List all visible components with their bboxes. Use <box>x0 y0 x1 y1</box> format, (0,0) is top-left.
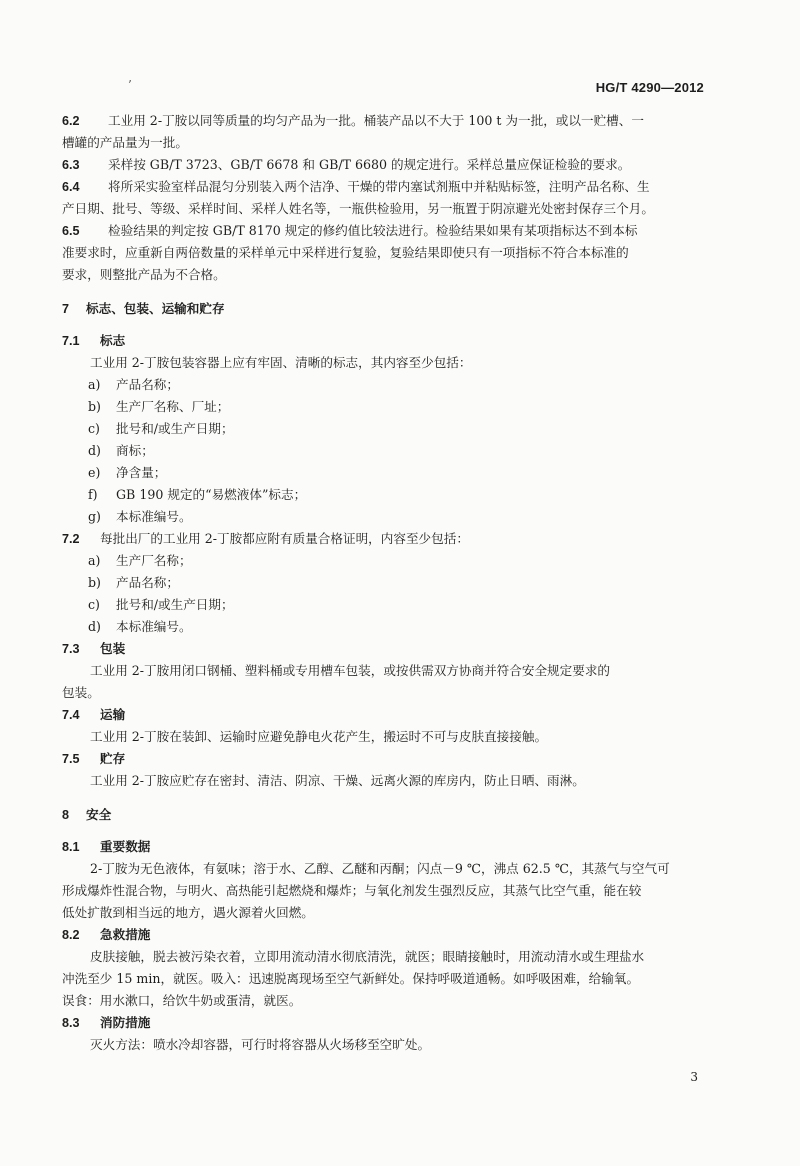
list-item <box>62 550 706 572</box>
list-label: a) <box>88 377 101 392</box>
clause-text: 将所采实验室样品混匀分别装入两个洁净、干燥的带内塞试剂瓶中并粘贴标签，注明产品名称、生 <box>108 179 650 194</box>
list-item <box>62 440 706 462</box>
clause-number: 7.4 <box>62 708 80 722</box>
section-number: 7 <box>62 302 70 316</box>
list-label: d) <box>88 619 101 634</box>
clause-7-4-heading <box>62 704 706 726</box>
section-title: 标志、包装、运输和贮存 <box>86 301 225 316</box>
list-item <box>62 418 706 440</box>
list-text: 产品名称； <box>116 575 179 590</box>
clause-text: 检验结果的判定按 GB/T 8170 规定的修约值比较法进行。检验结果如果有某项指标达不到本标 <box>108 223 638 238</box>
clause-text: 灭火方法：喷水冷却容器，可行时将容器从火场移至空旷处。 <box>90 1037 431 1052</box>
clause-6-4 <box>62 176 706 198</box>
clause-number: 6.4 <box>62 180 80 194</box>
clause-8-1-heading <box>62 836 706 858</box>
list-label: e) <box>88 465 101 480</box>
clause-text: 2-丁胺为无色液体，有氨味；溶于水、乙醇、乙醚和丙酮；闪点－9 ℃，沸点 62.5 ℃，其蒸气与空气可 <box>90 861 670 876</box>
clause-number: 8.3 <box>62 1016 80 1030</box>
list-label: d) <box>88 443 101 458</box>
clause-text: 皮肤接触，脱去被污染衣着，立即用流动清水彻底清洗，就医；眼睛接触时，用流动清水或生理盐水 <box>90 949 645 964</box>
clause-7-3-heading <box>62 638 706 660</box>
list-text: 批号和/或生产日期； <box>116 421 234 436</box>
section-title: 安全 <box>86 807 112 822</box>
clause-text: 误食：用水漱口，给饮牛奶或蛋清，就医。 <box>62 993 302 1008</box>
clause-number: 8.2 <box>62 928 80 942</box>
clause-6-5 <box>62 220 706 242</box>
clause-number: 8.1 <box>62 840 80 854</box>
list-item <box>62 484 706 506</box>
clause-title: 运输 <box>100 707 126 722</box>
list-text: 商标； <box>116 443 154 458</box>
list-text: 本标准编号。 <box>116 509 192 524</box>
list-item <box>62 616 706 638</box>
document-body <box>62 110 706 1056</box>
clause-text: 冲洗至少 15 min，就医。吸入：迅速脱离现场至空气新鲜处。保持呼吸道通畅。如呼吸困难，给输氧。 <box>62 971 640 986</box>
clause-8-2-heading <box>62 924 706 946</box>
margin-mark: ’ <box>128 78 132 92</box>
clause-text: 准要求时，应重新自两倍数量的采样单元中采样进行复验，复验结果即使只有一项指标不符合本标准的 <box>62 245 629 260</box>
clause-title: 急救措施 <box>100 927 151 942</box>
clause-text: 采样按 GB/T 3723、GB/T 6678 和 GB/T 6680 的规定进行。采样总量应保证检验的要求。 <box>108 157 631 172</box>
list-item <box>62 374 706 396</box>
list-text: 批号和/或生产日期； <box>116 597 234 612</box>
list-label: c) <box>88 421 100 436</box>
page-number: 3 <box>690 1070 698 1084</box>
clause-text: 每批出厂的工业用 2-丁胺都应附有质量合格证明，内容至少包括： <box>100 531 469 546</box>
clause-6-3 <box>62 154 706 176</box>
clause-number: 7.2 <box>62 532 80 546</box>
clause-title: 贮存 <box>100 751 126 766</box>
list-label: b) <box>88 575 101 590</box>
clause-number: 6.5 <box>62 224 80 238</box>
clause-title: 标志 <box>100 333 126 348</box>
list-label: b) <box>88 399 101 414</box>
list-label: g) <box>88 509 101 524</box>
clause-6-2 <box>62 110 706 132</box>
list-item <box>62 594 706 616</box>
clause-title: 包装 <box>100 641 126 656</box>
list-item <box>62 506 706 528</box>
clause-text: 工业用 2-丁胺应贮存在密封、清洁、阴凉、干燥、远离火源的库房内，防止日晒、雨淋。 <box>90 773 585 788</box>
clause-number: 7.3 <box>62 642 80 656</box>
list-text: 生产厂名称、厂址； <box>116 399 230 414</box>
list-item <box>62 396 706 418</box>
list-item <box>62 572 706 594</box>
list-text: 本标准编号。 <box>116 619 192 634</box>
clause-text: 工业用 2-丁胺包装容器上应有牢固、清晰的标志，其内容至少包括： <box>90 355 472 370</box>
list-label: c) <box>88 597 100 612</box>
list-text: 产品名称； <box>116 377 179 392</box>
clause-text: 低处扩散到相当远的地方，遇火源着火回燃。 <box>62 905 314 920</box>
section-8-heading <box>62 804 706 826</box>
clause-8-3-heading <box>62 1012 706 1034</box>
clause-7-1-heading <box>62 330 706 352</box>
list-text: 生产厂名称； <box>116 553 192 568</box>
clause-title: 重要数据 <box>100 839 151 854</box>
list-text: 净含量； <box>116 465 167 480</box>
section-number: 8 <box>62 808 70 822</box>
list-text: GB 190 规定的“易燃液体”标志； <box>116 487 307 502</box>
clause-text: 要求，则整批产品为不合格。 <box>62 267 226 282</box>
clause-text: 工业用 2-丁胺在装卸、运输时应避免静电火花产生，搬运时不可与皮肤直接接触。 <box>90 729 548 744</box>
clause-7-5-heading <box>62 748 706 770</box>
clause-number: 6.2 <box>62 114 80 128</box>
clause-number: 7.5 <box>62 752 80 766</box>
clause-text: 形成爆炸性混合物，与明火、高热能引起燃烧和爆炸；与氧化剂发生强烈反应，其蒸气比空气重，能在较 <box>62 883 642 898</box>
clause-number: 7.1 <box>62 334 80 348</box>
clause-text: 包装。 <box>62 685 100 700</box>
clause-title: 消防措施 <box>100 1015 151 1030</box>
list-label: a) <box>88 553 101 568</box>
clause-text: 工业用 2-丁胺用闭口钢桶、塑料桶或专用槽车包装，或按供需双方协商并符合安全规定要求的 <box>90 663 611 678</box>
list-item <box>62 462 706 484</box>
list-label: f) <box>88 487 98 502</box>
standard-code: HG/T 4290—2012 <box>595 80 704 95</box>
section-7-heading <box>62 298 706 320</box>
clause-text: 槽罐的产品量为一批。 <box>62 135 188 150</box>
clause-number: 6.3 <box>62 158 80 172</box>
clause-text: 产日期、批号、等级、采样时间、采样人姓名等，一瓶供检验用，另一瓶置于阴凉避光处密封保存三个月。 <box>62 201 654 216</box>
clause-text: 工业用 2-丁胺以同等质量的均匀产品为一批。桶装产品以不大于 100 t 为一批，或以一贮槽、一 <box>108 113 644 128</box>
clause-7-2 <box>62 528 706 550</box>
